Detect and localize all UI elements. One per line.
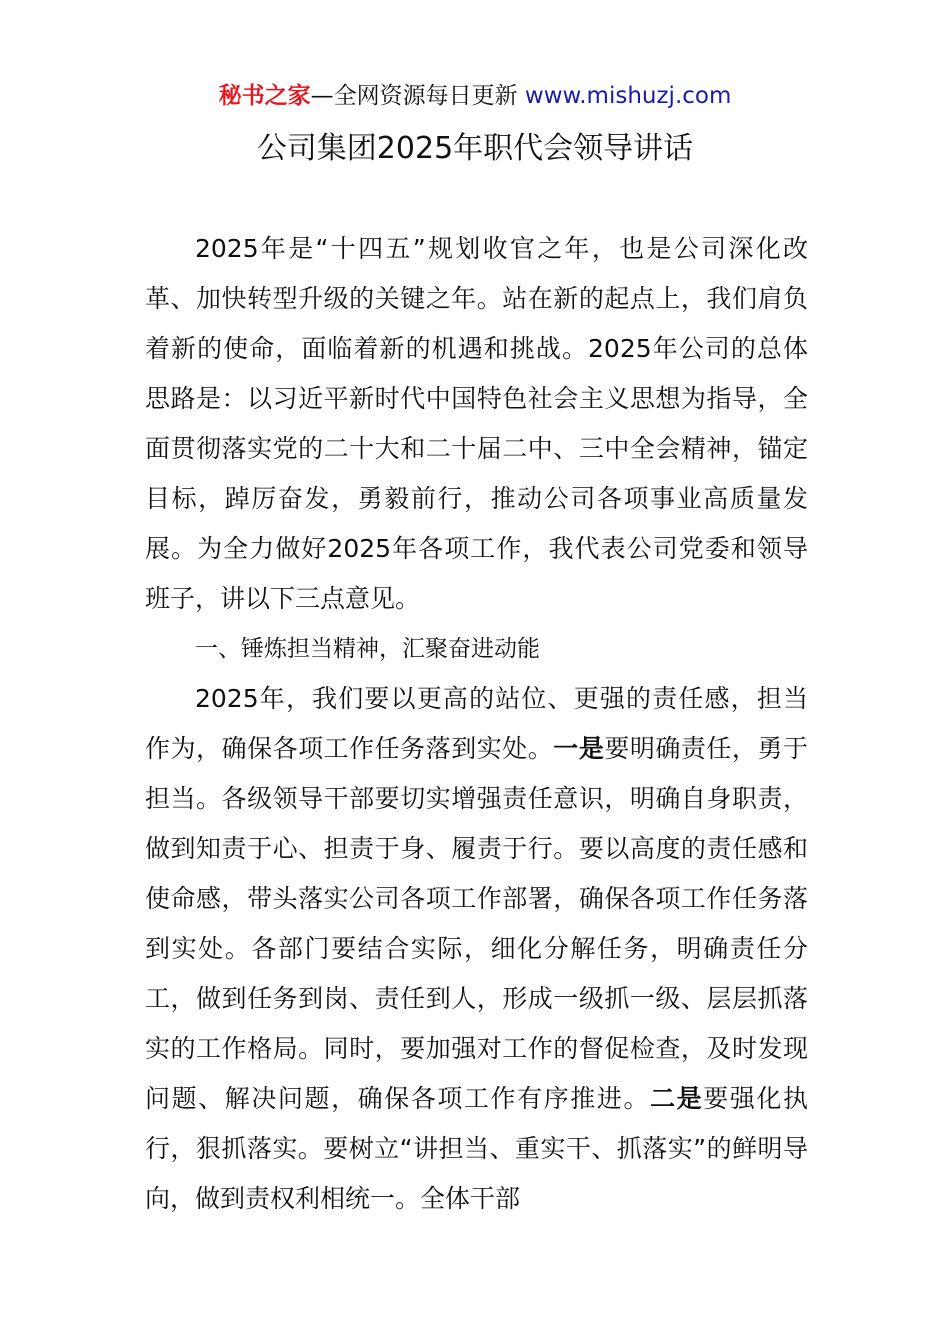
section-heading-1: 一、锤炼担当精神，汇聚奋进动能: [195, 636, 540, 662]
point-two-text: 要强化执行，狠抓落实。要树立“讲担当、重实干、抓落实”的鲜明导向，做到责权利相统一。全体干部: [145, 1084, 808, 1213]
site-tagline: —全网资源每日更新: [310, 83, 518, 109]
site-url-link[interactable]: www.mishuzj.com: [524, 83, 732, 109]
point-one-marker: 一是: [553, 734, 605, 763]
point-two-marker: 二是: [650, 1084, 704, 1113]
section1-paragraph: [145, 674, 808, 1224]
site-brand: 秘书之家: [218, 83, 311, 109]
document-title: 公司集团2025年职代会领导讲话: [256, 131, 694, 166]
document-body: [145, 224, 808, 1224]
paragraph-lead: 2025年，我们要以更高的站位、更强的责任感，担当作为，确保各项工作任务落到实处。: [145, 684, 808, 763]
point-one-text: 要明确责任，勇于担当。各级领导干部要切实增强责任意识，明确自身职责，做到知责于心、担责于身、履责于行。要以高度的责任感和使命感，带头落实公司各项工作部署，确保各项工作任务落到实处。各部门要结合实际，细化分解任务，明确责任分工，做到任务到岗、责任到人，形成一级抓一级、层层抓落实的工作格局。同时，要加强对工作的督促检查，及时发现问题、解决问题，确保各项工作有序推进。: [145, 734, 808, 1113]
site-header: [0, 80, 950, 112]
intro-paragraph: 2025年是“十四五”规划收官之年，也是公司深化改革、加快转型升级的关键之年。站在新的起点上，我们肩负着新的使命，面临着新的机遇和挑战。2025年公司的总体思路是：以习近平新时代中国特色社会主义思想为指导，全面贯彻落实党的二十大和二十届二中、三中全会精神，锚定目标，踔厉奋发，勇毅前行，推动公司各项事业高质量发展。为全力做好2025年各项工作，我代表公司党委和领导班子，讲以下三点意见。: [145, 234, 808, 613]
